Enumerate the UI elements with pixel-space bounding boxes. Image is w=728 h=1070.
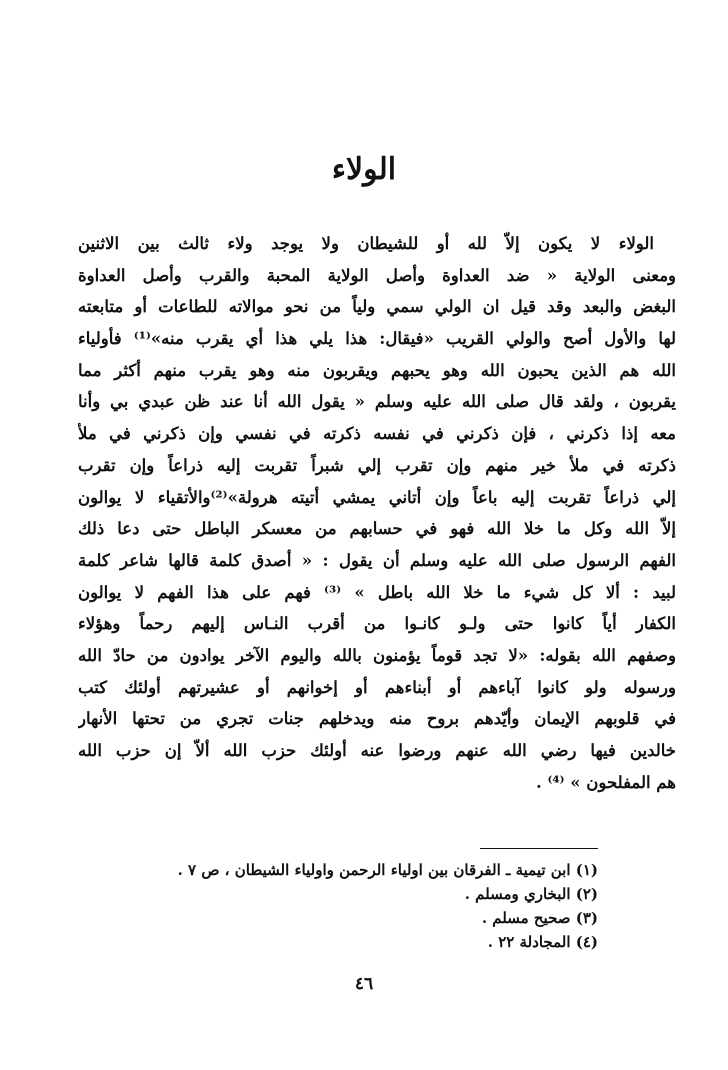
body-line-8: ذكرته في ملأ خير منهم وإن تقرب إلي شبراً تقربت إليه ذراعاً وإن تقرب xyxy=(78,455,676,475)
footnote-divider xyxy=(480,848,598,849)
footnote-2: (٢) البخاري ومسلم . xyxy=(464,885,598,903)
body-text xyxy=(78,228,676,798)
body-line-18: هم المفلحون » ⁽⁴⁾ . xyxy=(535,772,676,792)
body-line-5: الله هم الذين يحبون الله وهو يحبهم ويقربون منه وهو يقرب منهم أكثر مما xyxy=(78,360,676,380)
footnotes xyxy=(60,858,598,954)
page-number: ٤٦ xyxy=(354,974,374,994)
footnote-1: (١) ابن تيمية ـ الفرقان بين اولياء الرحمن واولياء الشيطان ، ص ٧ . xyxy=(177,861,598,879)
body-line-15: ورسوله ولو كانوا آباءهم أو أبناءهم أو إخوانهم أو عشيرتهم أولئك كتب xyxy=(78,677,676,697)
body-line-9: إلي ذراعاً تقربت إليه باعاً وإن أتاني يمشي أتيته هرولة»⁽²⁾والأتقياء لا يوالون xyxy=(78,487,676,507)
body-line-1: الولاء لا يكون إلاّ لله أو للشيطان ولا يوجد ولاء ثالث بين الاثنين xyxy=(78,234,654,253)
body-line-2: ومعنى الولاية « ضد العداوة وأصل الولاية المحبة والقرب وأصل العداوة xyxy=(78,265,676,285)
body-line-7: معه إذا ذكرني ، فإن ذكرني في نفسه ذكرته في نفسي وإن ذكرني في ملأ xyxy=(78,424,676,444)
body-line-10: إلاّ الله وكل ما خلا الله فهو في حسابهم من معسكر الباطل حتى دعا ذلك xyxy=(78,519,676,539)
body-line-13: الكفار أياً كانوا حتى ولـو كانـوا من أقرب النـاس إليهم رحماً وهؤلاء xyxy=(78,614,676,634)
body-line-16: في قلوبهم الإيمان وأيّدهم بروح منه ويدخلهم جنات تجري من تحتها الأنهار xyxy=(78,709,676,729)
body-line-6: يقربون ، ولقد قال صلى الله عليه وسلم « يقول الله أنا عند ظن عبدي بي وأنا xyxy=(78,392,676,412)
body-line-17: خالدين فيها رضي الله عنهم ورضوا عنه أولئك حزب الله ألاّ إن حزب الله xyxy=(78,741,676,760)
footnote-4: (٤) المجادلة ٢٢ . xyxy=(487,933,598,951)
body-line-12: لبيد : ألا كل شيء ما خلا الله باطل » ⁽³⁾ فهم على هذا الفهم لا يوالون xyxy=(78,582,676,602)
body-line-3: البغض والبعد وقد قيل ان الولي سمي ولياً من نحو موالاته للطاعات أو متابعته xyxy=(78,297,676,317)
chapter-title: الولاء xyxy=(331,152,397,187)
body-line-14: وصفهم الله بقوله: «لا تجد قوماً يؤمنون بالله واليوم الآخر يوادون من حادّ الله xyxy=(78,645,676,665)
body-line-11: الفهم الرسول صلى الله عليه وسلم أن يقول : « أصدق كلمة قالها شاعر كلمة xyxy=(78,550,676,570)
footnote-3: (٣) صحيح مسلم . xyxy=(481,909,598,927)
body-line-4: لها والأول أصح والولي القريب «فيقال: هذا يلي هذا أي يقرب منه»⁽¹⁾ فأولياء xyxy=(78,329,676,349)
